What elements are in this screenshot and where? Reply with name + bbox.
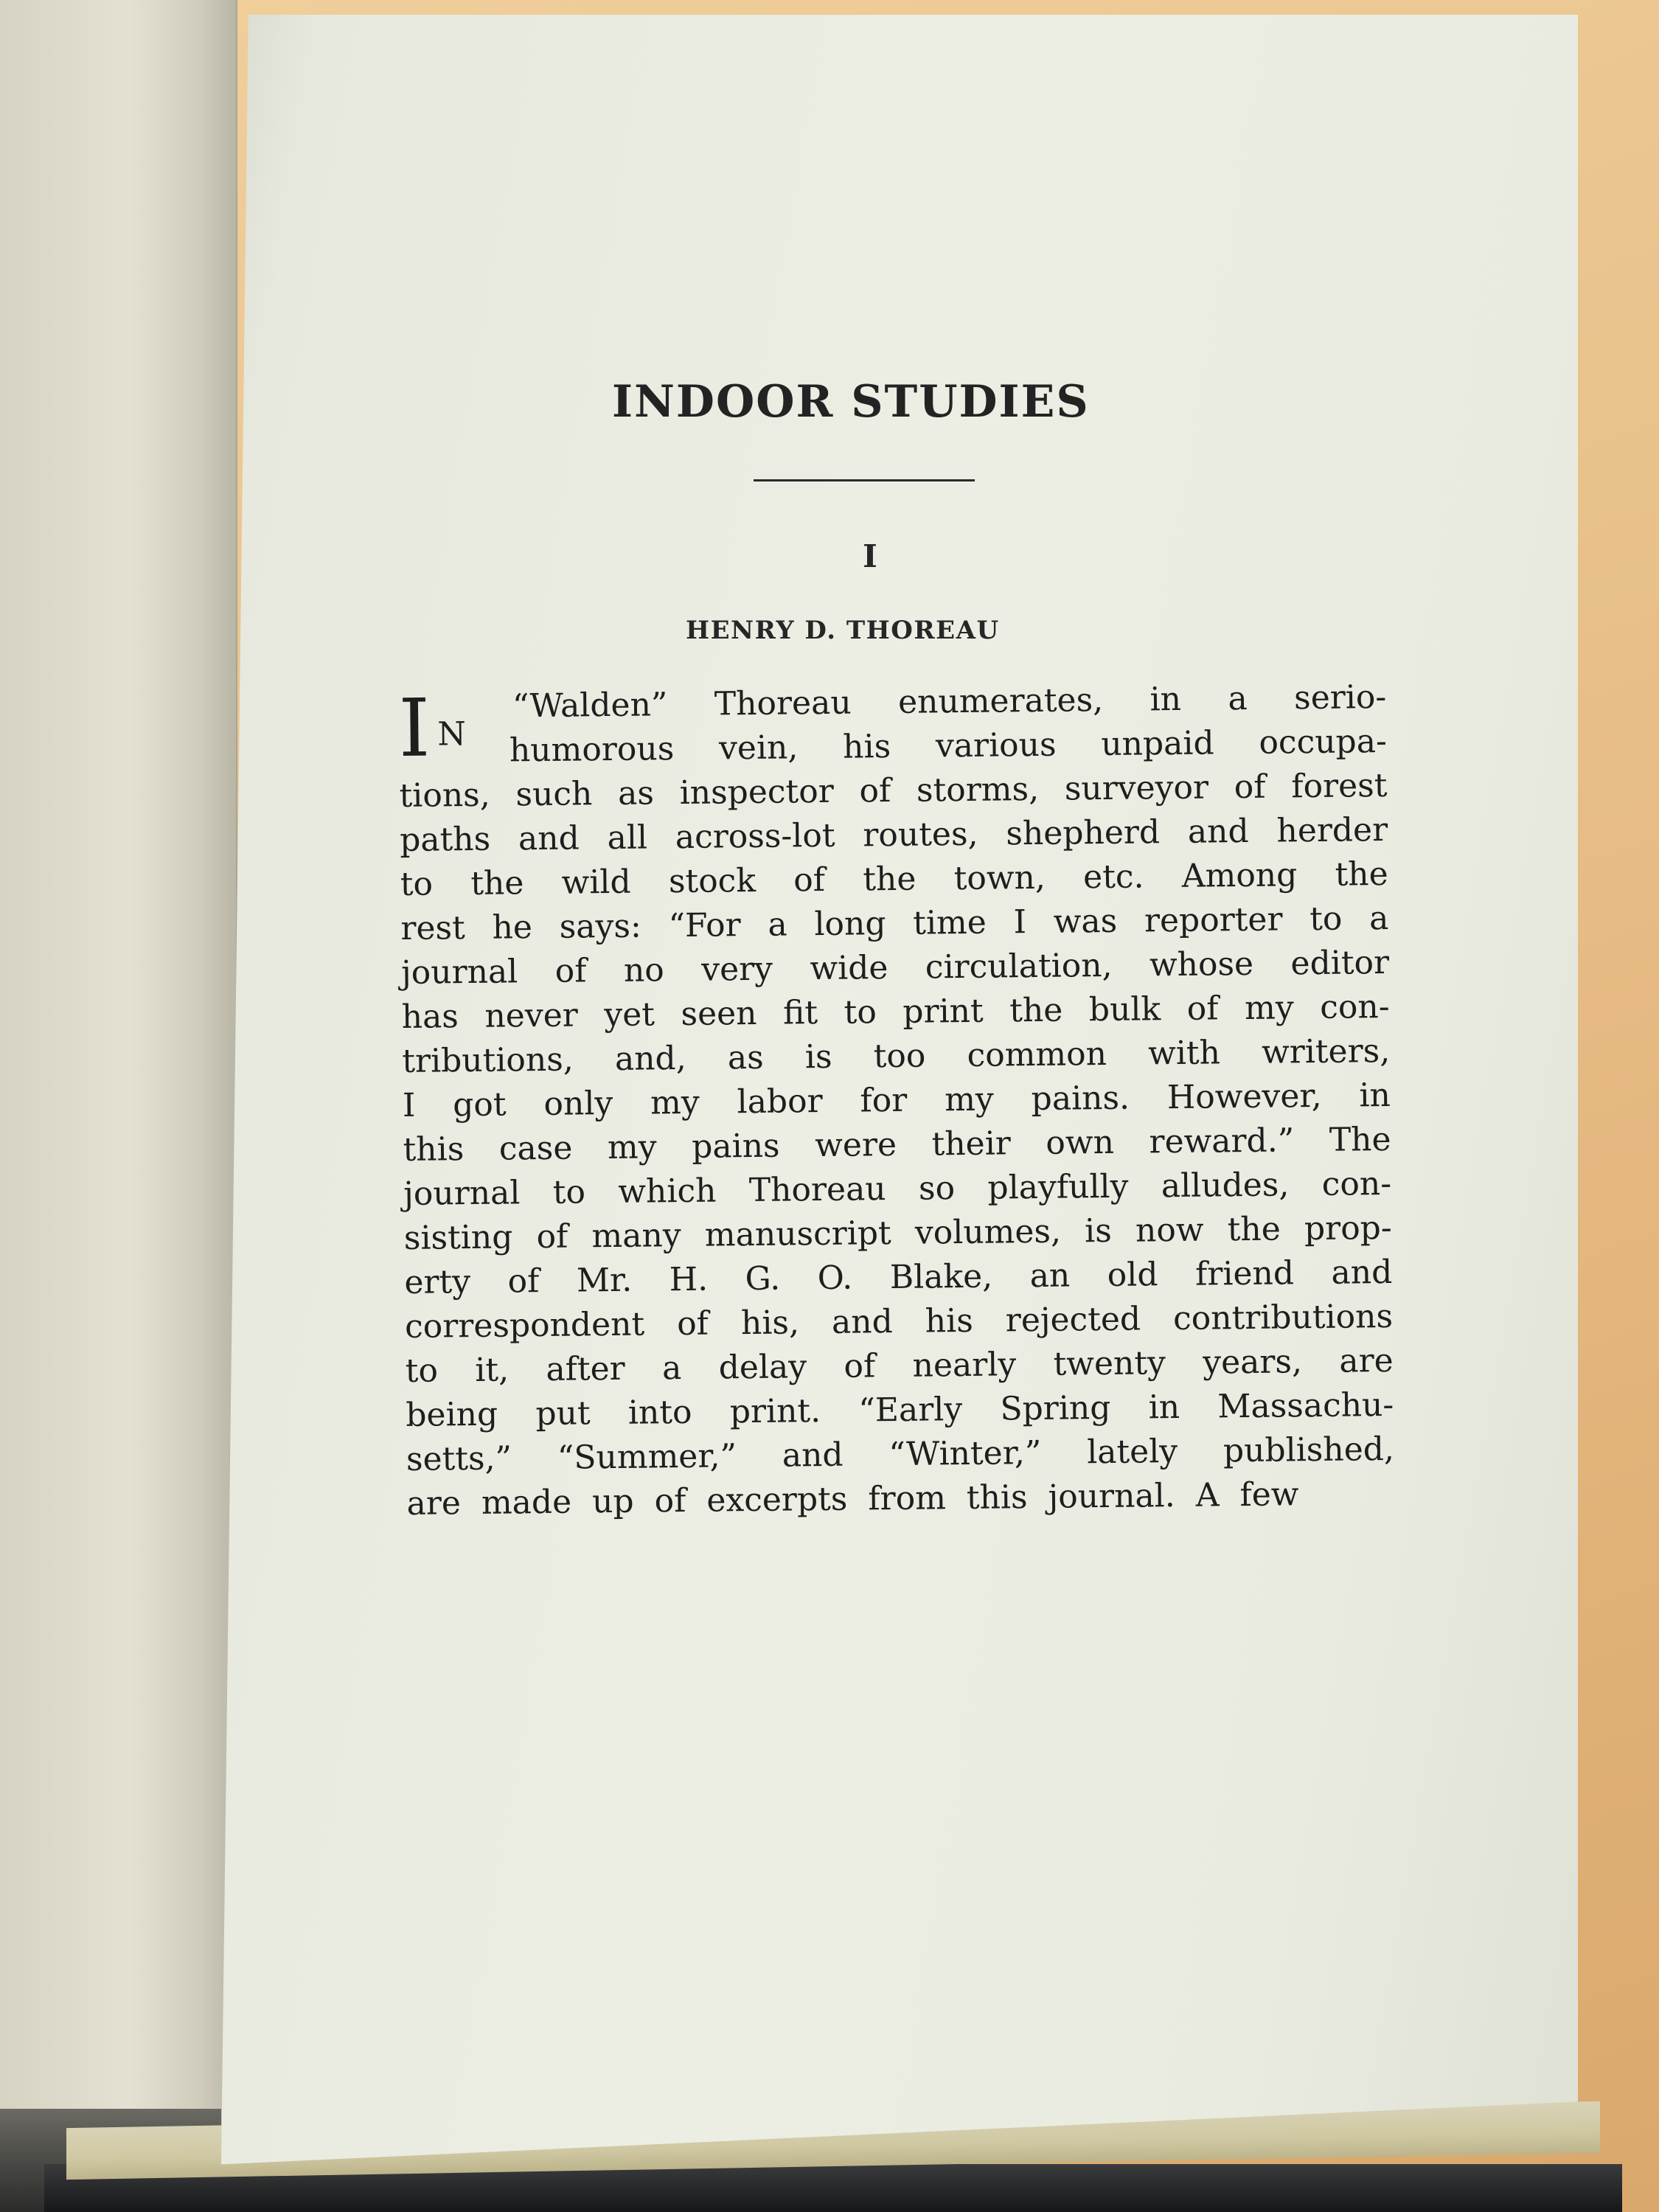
word: was [1053, 902, 1118, 941]
word: paths [399, 820, 491, 859]
word: years, [1202, 1343, 1303, 1382]
word: of [536, 1217, 568, 1256]
word: con- [1319, 987, 1390, 1026]
word: never [484, 996, 579, 1035]
word: this [966, 1478, 1028, 1517]
word: with [1147, 1034, 1221, 1073]
word: print. [729, 1392, 821, 1431]
word: tions, [399, 776, 490, 815]
drop-cap: I [397, 682, 431, 775]
word: very [700, 950, 773, 989]
word: H. [669, 1260, 709, 1299]
word: “Walden” [512, 686, 668, 726]
word: his [925, 1301, 974, 1340]
word: and [518, 819, 580, 858]
word: only [543, 1084, 613, 1123]
word: enumerates, [897, 681, 1104, 721]
word: in [1148, 1388, 1180, 1427]
word: old [1107, 1256, 1158, 1294]
word: “Summer,” [557, 1437, 737, 1477]
word: whose [1149, 945, 1254, 984]
word: many [591, 1217, 681, 1256]
word: of [654, 1481, 686, 1520]
word: town, [953, 858, 1046, 898]
word: fit [782, 994, 818, 1032]
word: my [607, 1128, 657, 1167]
word: made [481, 1483, 572, 1522]
word: his [842, 728, 891, 766]
body-text [398, 675, 1395, 1526]
word: various [935, 726, 1057, 765]
word: yet [604, 995, 655, 1034]
word: a [661, 1349, 682, 1388]
drop-cap-group [397, 682, 467, 775]
word: to [552, 1173, 586, 1211]
word: case [498, 1129, 573, 1168]
word: put [535, 1394, 591, 1433]
word: writers, [1261, 1032, 1391, 1071]
word: and, [614, 1039, 686, 1078]
word: inspector [679, 772, 834, 813]
word: humorous [509, 730, 675, 770]
word: for [860, 1081, 908, 1120]
word: all [607, 818, 648, 858]
word: sisting [403, 1218, 513, 1257]
word: his, [740, 1304, 800, 1343]
word: in [1359, 1076, 1391, 1115]
word: says: [559, 907, 642, 946]
word: unpaid [1101, 724, 1214, 764]
word: excerpts [706, 1480, 848, 1520]
word: a [1228, 679, 1248, 718]
word: is [804, 1037, 832, 1077]
word: manuscript [704, 1214, 891, 1254]
word: in [1150, 680, 1182, 719]
word: time [913, 903, 987, 942]
word: volumes, [914, 1212, 1062, 1252]
word: print [902, 992, 984, 1031]
word: own [1046, 1123, 1115, 1162]
word: forest [1291, 766, 1388, 806]
word: Blake, [889, 1257, 993, 1297]
word: and [831, 1303, 893, 1341]
word: too [873, 1037, 926, 1076]
word: herder [1276, 810, 1388, 850]
word: serio- [1293, 678, 1387, 717]
word: bulk [1088, 990, 1161, 1029]
word: labor [737, 1082, 823, 1121]
word: to [1309, 900, 1343, 939]
word: routes, [863, 815, 978, 855]
word: so [918, 1169, 956, 1208]
word: long [814, 905, 886, 944]
word: such [515, 775, 593, 814]
word: wide [810, 949, 888, 988]
word: etc. [1082, 858, 1144, 897]
word: and [1331, 1253, 1393, 1292]
word: being [406, 1395, 498, 1434]
word: are [1339, 1341, 1394, 1380]
word: the [1227, 1210, 1281, 1249]
word: circulation, [925, 946, 1113, 987]
word: of [844, 1347, 876, 1385]
word: and [782, 1436, 844, 1475]
word: alludes, [1161, 1166, 1290, 1206]
word: after [546, 1349, 625, 1388]
word: vein, [718, 728, 799, 768]
word: are [406, 1484, 462, 1523]
word: no [623, 951, 665, 990]
word: to [400, 865, 434, 903]
word: tributions, [402, 1040, 574, 1080]
word: A [1195, 1476, 1220, 1514]
section-title: HENRY D. THOREAU [686, 616, 1000, 645]
word: their [931, 1124, 1012, 1164]
word: of [676, 1304, 709, 1343]
word: of [793, 860, 826, 900]
word: common [967, 1034, 1107, 1074]
word: con- [1321, 1164, 1392, 1203]
word: my [1244, 989, 1294, 1028]
word: of [507, 1262, 540, 1301]
word: few [1239, 1475, 1299, 1514]
word: journal [400, 953, 518, 992]
word: prop- [1304, 1208, 1392, 1248]
word: occupa- [1259, 722, 1388, 762]
word: Thoreau [748, 1170, 886, 1210]
word: the [470, 864, 524, 902]
word: pains [691, 1127, 780, 1166]
word: from [868, 1479, 947, 1518]
word: “Early [858, 1391, 963, 1430]
word: it, [475, 1351, 509, 1389]
word: stock [668, 861, 757, 901]
word: twenty [1053, 1344, 1166, 1383]
word: delay [718, 1348, 807, 1387]
word: correspondent [404, 1305, 645, 1346]
word: rejected [1005, 1300, 1141, 1340]
word: reporter [1144, 900, 1283, 940]
word: my [944, 1080, 995, 1119]
word: However, [1166, 1077, 1322, 1117]
word: of [1234, 768, 1266, 807]
word: the [863, 860, 917, 899]
word: lately [1086, 1432, 1178, 1472]
word: N [437, 715, 467, 754]
word: into [627, 1393, 692, 1432]
word: were [814, 1125, 897, 1165]
word: rest [400, 909, 466, 947]
left-page [0, 0, 237, 2183]
word: wild [561, 863, 631, 902]
word: G. [745, 1259, 781, 1298]
word: seen [681, 994, 757, 1034]
word: the [1335, 855, 1388, 894]
word: “Winter,” [888, 1433, 1042, 1474]
chapter-heading: INDOOR STUDIES [612, 376, 1090, 428]
word: which [618, 1172, 717, 1211]
word: across-lot [675, 816, 835, 857]
word: of [554, 952, 587, 990]
word: the [1009, 991, 1063, 1030]
word: playfully [987, 1167, 1129, 1207]
word: nearly [912, 1346, 1017, 1385]
word: got [452, 1085, 507, 1124]
word: editor [1290, 943, 1390, 983]
word: a [1368, 899, 1389, 938]
word: an [1029, 1256, 1071, 1295]
word: storms, [916, 770, 1040, 810]
word: of [1186, 990, 1219, 1028]
word: to [405, 1352, 439, 1390]
word: reward.” [1149, 1121, 1295, 1161]
word: contributions [1172, 1297, 1394, 1338]
word: “For [668, 906, 741, 945]
word: of [859, 772, 891, 810]
word: Massachu- [1217, 1385, 1394, 1426]
word: surveyor [1064, 768, 1209, 808]
word: this [403, 1130, 465, 1169]
word: O. [817, 1259, 853, 1298]
word: setts,” [406, 1439, 512, 1478]
word: I [1013, 903, 1027, 942]
word: as [727, 1038, 764, 1077]
word: Spring [1000, 1388, 1111, 1428]
word: up [591, 1482, 634, 1521]
section-numeral: I [863, 538, 877, 574]
word: Mr. [576, 1261, 633, 1300]
word: is [1084, 1211, 1113, 1251]
word: Among [1181, 856, 1298, 895]
word: The [1329, 1120, 1391, 1159]
word: and [1187, 812, 1249, 851]
word: Thoreau [714, 684, 852, 723]
word: erty [404, 1263, 471, 1301]
word: my [650, 1083, 700, 1122]
word: published, [1222, 1430, 1395, 1470]
word: I [402, 1086, 416, 1124]
word: journal [403, 1174, 521, 1213]
word: shepherd [1006, 813, 1161, 853]
word: has [401, 998, 459, 1036]
heading-rule [754, 479, 975, 481]
word: a [768, 905, 787, 944]
word: to [844, 993, 877, 1032]
word: now [1135, 1211, 1204, 1250]
word: pains. [1031, 1079, 1130, 1119]
word: as [617, 774, 655, 813]
word: he [492, 908, 533, 947]
word: journal. [1048, 1477, 1175, 1516]
word: friend [1194, 1254, 1295, 1293]
